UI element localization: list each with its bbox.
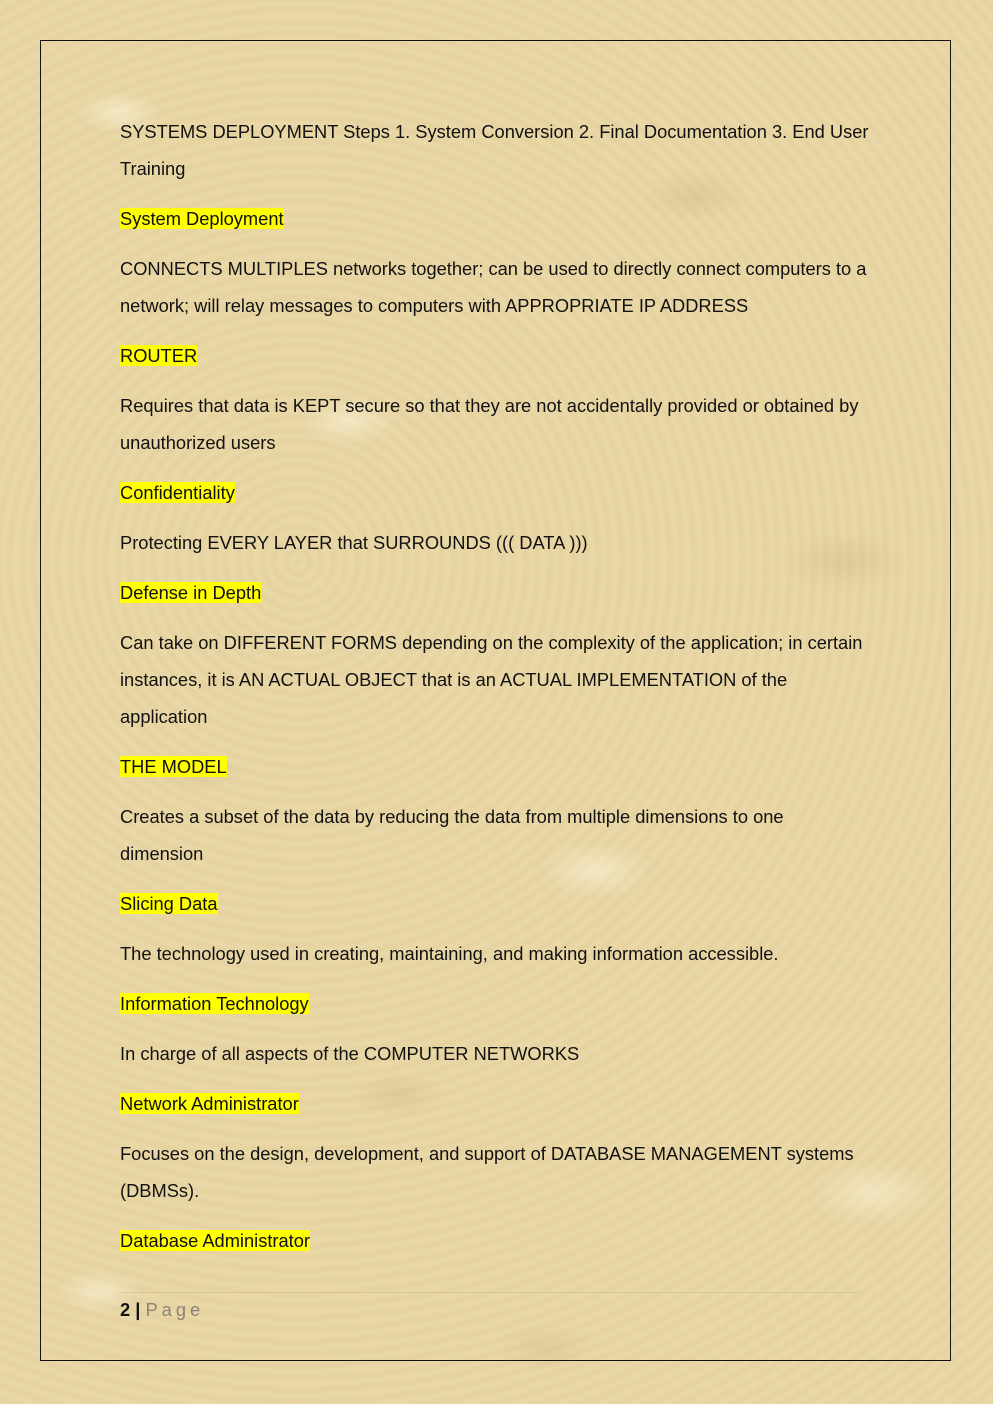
footer-separator: | [135, 1299, 141, 1320]
paragraph-text: Can take on DIFFERENT FORMS depending on the complexity of the application; in certain instances, it is AN ACTUAL OBJECT that is an ACTUAL IMPLEMENTATION of the application [120, 632, 863, 727]
definition-router [120, 250, 870, 324]
definition-network-administrator [120, 1035, 870, 1072]
term-system-deployment [120, 200, 870, 237]
term-database-administrator [120, 1222, 870, 1259]
paragraph-text: Creates a subset of the data by reducing the data from multiple dimensions to one dimension [120, 806, 784, 864]
term-router [120, 337, 870, 374]
highlighted-term: Network Administrator [120, 1093, 299, 1114]
term-network-administrator [120, 1085, 870, 1122]
page-label: Page [145, 1299, 205, 1320]
definition-slicing-data [120, 798, 870, 872]
definition-database-administrator [120, 1135, 870, 1209]
paragraph-text: SYSTEMS DEPLOYMENT Steps 1. System Conversion 2. Final Documentation 3. End User Training [120, 121, 869, 179]
paragraph-text: In charge of all aspects of the COMPUTER NETWORKS [120, 1043, 580, 1064]
term-confidentiality [120, 474, 870, 511]
paragraph-text: Focuses on the design, development, and support of DATABASE MANAGEMENT systems (DBMSs). [120, 1143, 854, 1201]
paragraph-steps [120, 113, 870, 187]
paragraph-text: CONNECTS MULTIPLES networks together; can be used to directly connect computers to a network; will relay messages to computers with APPROPRIATE IP ADDRESS [120, 258, 867, 316]
definition-defense-in-depth [120, 524, 870, 561]
highlighted-term: System Deployment [120, 208, 284, 229]
term-defense-in-depth [120, 574, 870, 611]
term-information-technology [120, 985, 870, 1022]
paragraph-text: The technology used in creating, maintaining, and making information accessible. [120, 943, 779, 964]
highlighted-term: THE MODEL [120, 756, 227, 777]
term-the-model [120, 748, 870, 785]
highlighted-term: Slicing Data [120, 893, 218, 914]
definition-the-model [120, 624, 870, 735]
highlighted-term: Information Technology [120, 993, 309, 1014]
highlighted-term: ROUTER [120, 345, 198, 366]
highlighted-term: Defense in Depth [120, 582, 262, 603]
page-footer [120, 1292, 860, 1325]
page-number: 2 [120, 1299, 131, 1320]
highlighted-term: Database Administrator [120, 1230, 311, 1251]
term-slicing-data [120, 885, 870, 922]
definition-confidentiality [120, 387, 870, 461]
document-body [120, 113, 870, 1272]
definition-information-technology [120, 935, 870, 972]
highlighted-term: Confidentiality [120, 482, 235, 503]
paragraph-text: Protecting EVERY LAYER that SURROUNDS ((( DATA ))) [120, 532, 588, 553]
paragraph-text: Requires that data is KEPT secure so that they are not accidentally provided or obtained by unauthorized users [120, 395, 859, 453]
